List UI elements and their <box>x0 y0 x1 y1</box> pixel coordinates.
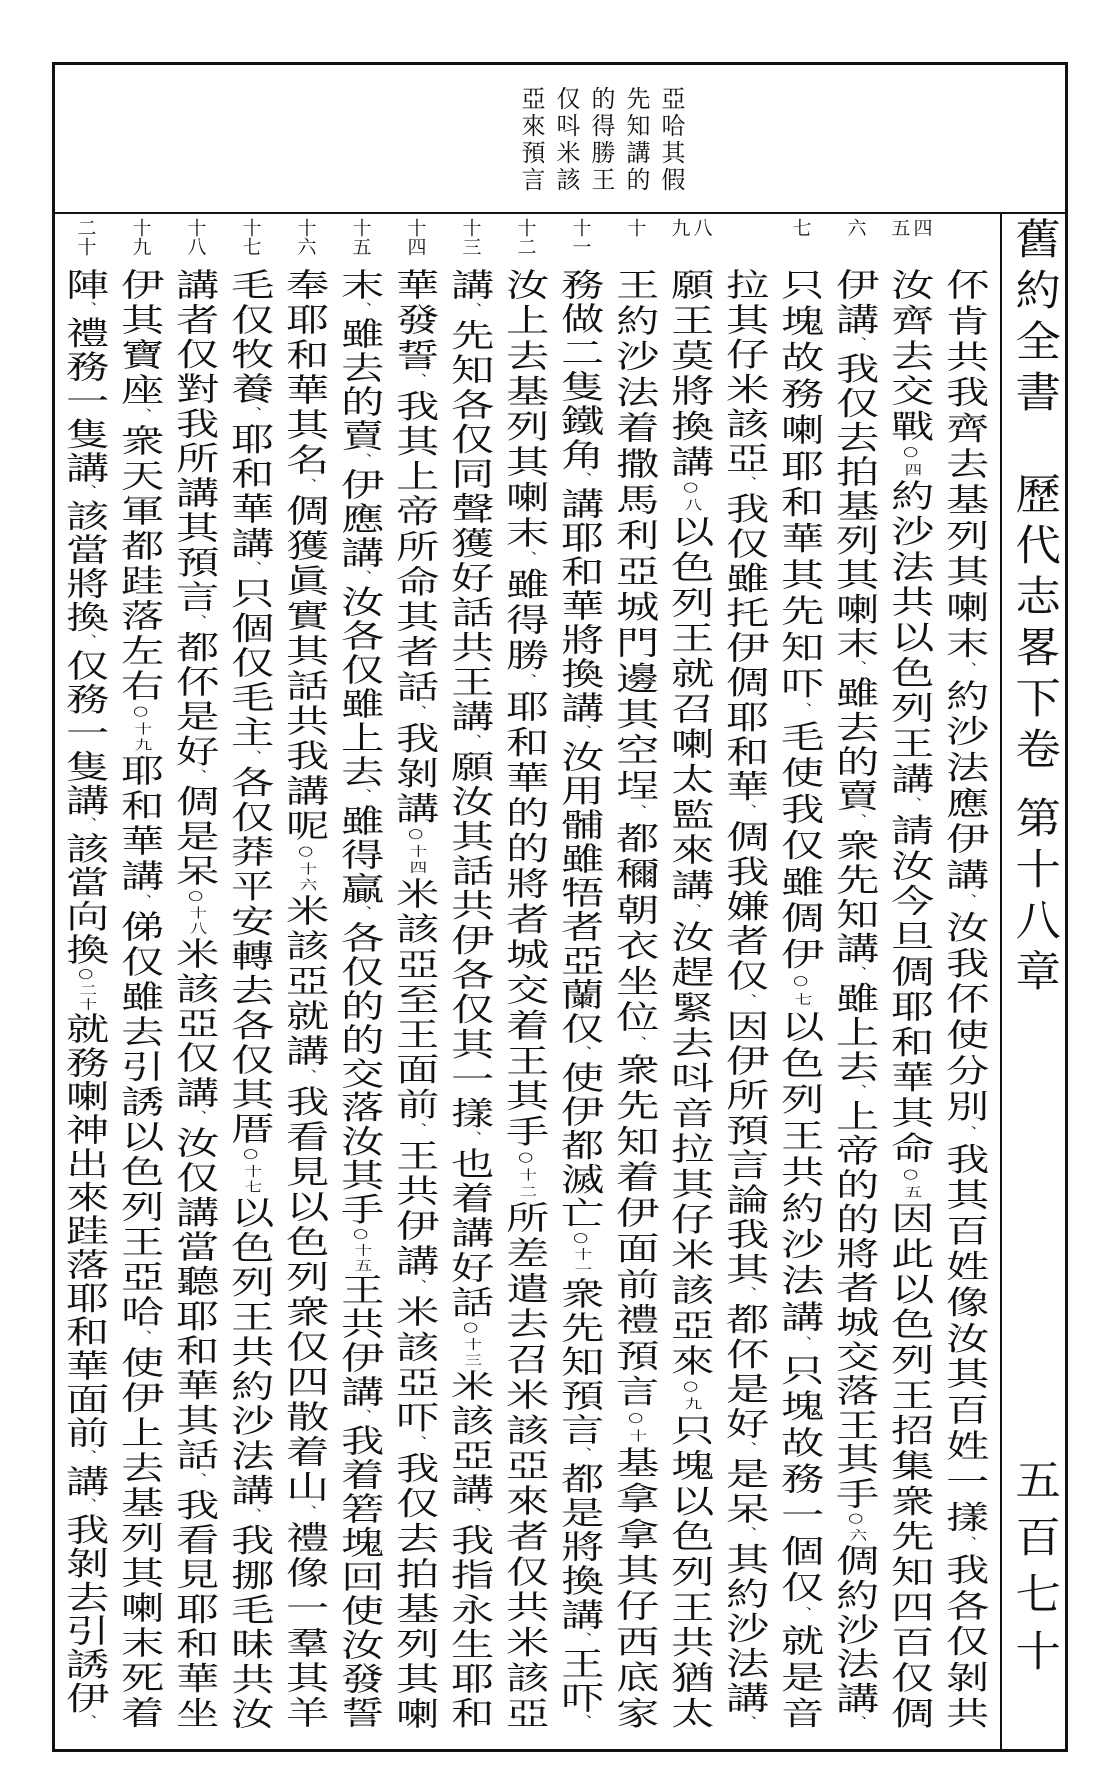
verse-marker: ○十九 <box>130 704 151 754</box>
verse-number-group <box>113 218 168 264</box>
running-head-chapter: 第十八章 <box>1009 796 1062 1000</box>
column-text <box>664 268 716 1729</box>
top-note-column: 仅呌米該 <box>552 86 580 194</box>
text-column <box>663 214 718 1734</box>
column-text <box>609 268 661 1729</box>
text-column <box>223 214 278 1734</box>
verse-marker: ○四 <box>900 444 921 480</box>
verse-number-group <box>498 218 553 264</box>
top-note-column: 亞哈其假 <box>657 86 685 194</box>
verse-number-group <box>938 218 993 264</box>
text-column <box>773 214 828 1734</box>
text-segment: 只塊以色列王共猶太 <box>664 1413 716 1729</box>
verse-number: 十六 <box>294 218 317 256</box>
running-head-book: 舊約全書 <box>1009 217 1062 421</box>
verse-number-group <box>333 218 388 264</box>
text-segment: 汝上去基列其喇末、雖得勝、耶和華的的將者城交着王其手 <box>499 268 551 1150</box>
column-text <box>719 268 771 1729</box>
text-column <box>883 214 938 1734</box>
verse-marker: ○十八 <box>185 888 206 938</box>
verse-number: 七 <box>789 218 812 237</box>
verse-number-group <box>663 218 718 264</box>
column-text <box>444 268 496 1729</box>
verse-number: 十二 <box>514 218 537 256</box>
column-text <box>499 268 551 1729</box>
text-segment: 伊其寶座、衆天軍都跬落左右 <box>114 268 166 704</box>
page-number: 五百七十 <box>1009 1458 1062 1686</box>
body-text <box>58 214 993 1734</box>
text-segment: 務做二隻鐵角、講耶和華將換講、汝用䯙雖牾者亞蘭仅、使伊都滅亡 <box>554 268 606 1231</box>
verse-number-group <box>883 218 938 264</box>
verse-number-group <box>58 218 113 264</box>
text-segment: 以色列王共約沙法講、只塊故務一個仅、就是音 <box>774 1009 826 1729</box>
verse-number: 十三 <box>459 218 482 256</box>
text-segment: 只塊故務喇耶和華其先知吓、毛使我仅雖倜伊 <box>774 268 826 974</box>
text-column <box>58 214 113 1734</box>
column-text <box>389 268 441 1729</box>
text-column <box>938 214 993 1734</box>
verse-number: 十七 <box>239 218 262 256</box>
verse-marker: ○十七 <box>240 1146 261 1196</box>
text-column <box>498 214 553 1734</box>
verse-number-group <box>773 218 828 264</box>
verse-marker: ○十二 <box>515 1149 536 1201</box>
verse-marker: ○九 <box>680 1378 701 1414</box>
text-segment: 汝齊去交戰 <box>884 268 936 445</box>
text-segment: 米該亞仅講、汝仅講當聽耶和華其話、我看見耶和華坐 <box>169 937 221 1729</box>
text-column <box>168 214 223 1734</box>
verse-number: 九 <box>668 218 691 237</box>
text-column <box>608 214 663 1734</box>
top-note-column: 先知講的 <box>622 86 650 194</box>
verse-marker: ○十四 <box>405 826 426 877</box>
verse-marker: ○十五 <box>350 1226 371 1274</box>
text-segment: 願王莫將換講 <box>664 268 716 480</box>
verse-number: 六 <box>844 218 867 237</box>
text-segment: 毛仅牧養、耶和華講、只個仅毛主、各仅莽平安轉去各仅其厝 <box>224 268 276 1147</box>
verse-number-group <box>553 218 608 264</box>
text-column <box>388 214 443 1734</box>
text-column <box>443 214 498 1734</box>
text-segment: 就務喇神出來跬落耶和華面前、講、我剝去引誘伊、 <box>59 1012 111 1729</box>
verse-number: 十八 <box>184 218 207 256</box>
verse-marker: ○十三 <box>460 1320 481 1369</box>
top-note-box <box>513 86 688 201</box>
text-column <box>828 214 883 1734</box>
verse-number-group <box>608 218 663 264</box>
text-segment: 伊講、我仅去拍基列其喇末、雖去的賣、衆先知講、雖上去、上帝的的將者城交落王其手 <box>829 268 881 1512</box>
verse-marker: ○十 <box>625 1410 646 1446</box>
verse-number: 十九 <box>129 218 152 256</box>
text-segment: 倜約沙法講、 <box>829 1543 881 1729</box>
text-segment: 伓肯共我齊去基列其喇末、約沙法應伊講、汝我伓使分別、我其百姓像汝其百姓一㨾、我各仅剝共 <box>939 268 991 1729</box>
text-column <box>113 214 168 1734</box>
column-text <box>59 268 111 1729</box>
column-text <box>774 268 826 1729</box>
text-segment: 講、先知各仅同聲獲好話共王講、願汝其話共伊各仅其一㨾、也着講好話 <box>444 268 496 1320</box>
text-column <box>278 214 333 1734</box>
column-text <box>829 268 881 1729</box>
column-text <box>939 268 991 1729</box>
verse-marker: ○二十 <box>75 966 96 1013</box>
text-segment: 奉耶和華其名、倜獲眞實其話共我講呢 <box>279 268 331 844</box>
text-segment: 米該亞就講、我看見以色列衆仅四散着山、禮像一羣其羊 <box>279 894 331 1728</box>
text-segment: 米該亞講、我指永生耶和 <box>444 1368 496 1729</box>
column-text <box>169 268 221 1729</box>
verse-number: 八 <box>690 218 713 237</box>
verse-number: 五 <box>888 218 911 237</box>
text-segment: 所差遣去召米該亞來者仅共米該亞 <box>499 1200 551 1729</box>
verse-marker: ○十一 <box>570 1230 591 1278</box>
text-segment: 王共伊講、我着箬塊回使汝發誓 <box>334 1273 386 1729</box>
text-column <box>333 214 388 1734</box>
text-segment: 以色列王就召喇太監來講、汝趕緊去呌音拉其仔米該亞來 <box>664 514 716 1379</box>
running-head-title: 歷代志畧下卷 <box>1009 472 1062 778</box>
verse-marker: ○六 <box>845 1511 866 1544</box>
top-note-column: 的得勝王 <box>587 86 615 194</box>
text-column <box>718 214 773 1734</box>
column-text <box>279 268 331 1728</box>
verse-number-group <box>278 218 333 264</box>
text-segment: 華發誓、我其上帝所命其者話、我剝講 <box>389 268 441 827</box>
verse-number-group <box>388 218 443 264</box>
verse-marker: ○五 <box>900 1166 921 1202</box>
text-segment: 講者仅對我所講其預言、都伓是好、倜是呆 <box>169 268 221 889</box>
verse-number: 四 <box>910 218 933 237</box>
verse-marker: ○十六 <box>295 844 316 894</box>
top-note-column: 亞來預言 <box>517 86 545 194</box>
text-segment: 陣、禮務一隻講、該當將換、仅務一隻講、該當向換 <box>59 268 111 967</box>
text-segment: 以色列王共約沙法講、我挪毛昧共汝 <box>224 1195 276 1729</box>
verse-number: 十 <box>624 218 647 237</box>
text-segment: 末、雖去的賣、伊應講、汝各仅雖上去、雖得贏、各仅的的交落汝其手 <box>334 268 386 1227</box>
verse-marker: ○七 <box>790 973 811 1010</box>
verse-number-group <box>223 218 278 264</box>
verse-number: 二十 <box>74 218 97 256</box>
column-text <box>334 268 386 1729</box>
column-text <box>224 268 276 1729</box>
column-text <box>554 268 606 1729</box>
text-segment: 拉其仔米該亞、我仅雖托伊倜耶和華、倜我嫌者仅、因伊所預言論我其、都伓是好、是呆、其約沙法講、 <box>719 268 771 1729</box>
text-segment: 基拿拿其仔西底家 <box>609 1445 661 1729</box>
text-segment: 約沙法共以色列王講、請汝今旦倜耶和華其命 <box>884 479 936 1167</box>
verse-number-group <box>168 218 223 264</box>
verse-number-group <box>443 218 498 264</box>
text-segment: 王約沙法着撒馬利亞城門邊其空埕、都穪朝衣坐位、衆先知着伊面前禮預言 <box>609 268 661 1411</box>
text-segment: 米該亞至王面前、王共伊講、米該亞吓、我仅去拍基列其喇 <box>389 876 441 1729</box>
text-segment: 因此以色列王招集衆先知四百仅倜 <box>884 1201 936 1729</box>
text-segment: 衆先知預言、都是將換講、王吓、 <box>554 1277 606 1729</box>
running-head-divider <box>1000 212 1002 1752</box>
text-segment: 耶和華講、俤仅雖去引誘以色列王亞哈、使伊上去基列其喇末死着 <box>114 754 166 1728</box>
text-column <box>553 214 608 1734</box>
verse-number: 十一 <box>569 218 592 256</box>
verse-number-group <box>828 218 883 264</box>
verse-marker: ○八 <box>680 479 701 515</box>
verse-number: 十四 <box>404 218 427 256</box>
verse-number: 十五 <box>349 218 372 256</box>
column-text <box>114 268 166 1728</box>
verse-number-group <box>718 218 773 264</box>
column-text <box>884 268 936 1729</box>
